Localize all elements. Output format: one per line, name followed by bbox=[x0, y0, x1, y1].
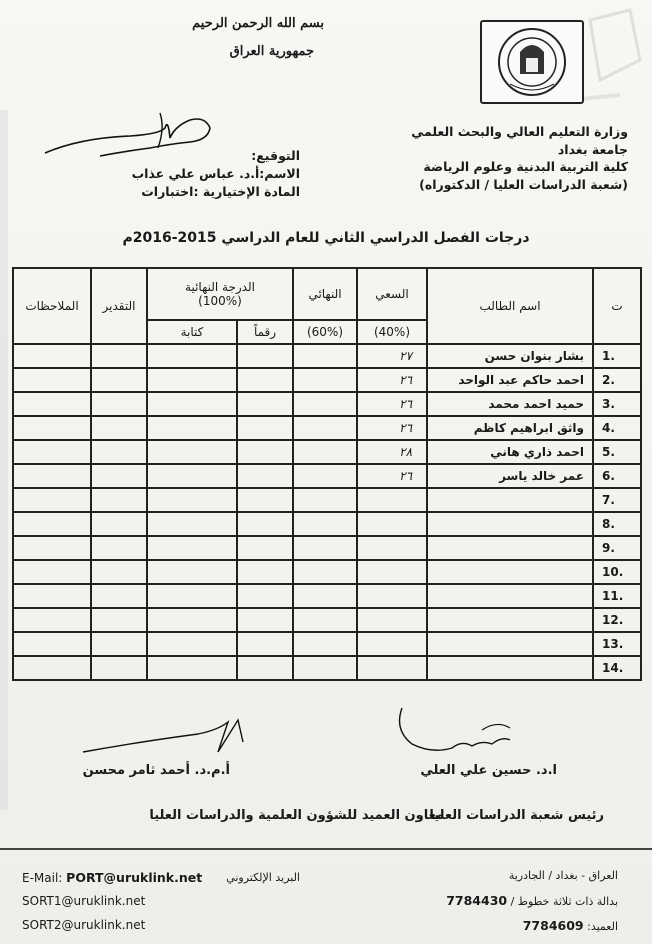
final-cell bbox=[293, 440, 357, 464]
instructor-name: الاسم:أ.د. عباس علي عذاب bbox=[131, 166, 300, 181]
effort-cell bbox=[357, 584, 427, 608]
row-number-cell: 1. bbox=[593, 344, 641, 368]
vice-dean-name: أ.م.د. أحمد ثامر محسن bbox=[82, 763, 230, 778]
grade-cell bbox=[91, 584, 147, 608]
footer-divider bbox=[0, 848, 652, 850]
total-words-cell bbox=[147, 416, 237, 440]
col-total-pct: (100%) bbox=[198, 294, 242, 308]
col-effort: السعي bbox=[357, 268, 427, 320]
total-words-cell bbox=[147, 536, 237, 560]
head-of-department-signature bbox=[392, 700, 522, 760]
col-name: اسم الطالب bbox=[427, 268, 593, 344]
col-words: كتابة bbox=[147, 320, 237, 344]
footer-email-row bbox=[22, 870, 202, 885]
row-number-cell: 6. bbox=[593, 464, 641, 488]
email-link-sort1[interactable]: SORT1@uruklink.net bbox=[22, 894, 146, 908]
instructor-info bbox=[132, 147, 300, 201]
notes-cell bbox=[13, 416, 91, 440]
dean-label: العميد: bbox=[587, 920, 618, 933]
table-row bbox=[13, 368, 641, 392]
row-number-cell: 10. bbox=[593, 560, 641, 584]
student-name-cell: احمد ذاري هاني bbox=[427, 440, 593, 464]
total-digits-cell bbox=[237, 416, 293, 440]
student-name-cell bbox=[427, 608, 593, 632]
row-number-cell: 3. bbox=[593, 392, 641, 416]
student-name-cell: بشار بنوان حسن bbox=[427, 344, 593, 368]
table-row bbox=[13, 656, 641, 680]
phone-label: بدالة ذات ثلاثة خطوط / bbox=[510, 895, 618, 908]
email-link-sort2[interactable]: SORT2@uruklink.net bbox=[22, 918, 146, 932]
row-number-cell: 4. bbox=[593, 416, 641, 440]
notes-cell bbox=[13, 512, 91, 536]
student-name-cell bbox=[427, 536, 593, 560]
email-prefix: E-Mail: bbox=[22, 871, 63, 885]
effort-cell bbox=[357, 488, 427, 512]
col-grade: التقدير bbox=[91, 268, 147, 344]
grade-cell bbox=[91, 608, 147, 632]
row-number-cell: 7. bbox=[593, 488, 641, 512]
row-number-cell: 2. bbox=[593, 368, 641, 392]
col-digits: رقماً bbox=[237, 320, 293, 344]
total-digits-cell bbox=[237, 632, 293, 656]
total-words-cell bbox=[147, 656, 237, 680]
row-number-cell: 9. bbox=[593, 536, 641, 560]
total-digits-cell bbox=[237, 488, 293, 512]
document-title: درجات الفصل الدراسي الثاني للعام الدراسي 2015-2016م bbox=[122, 230, 530, 246]
table-row bbox=[13, 464, 641, 488]
grade-cell bbox=[91, 512, 147, 536]
final-cell bbox=[293, 656, 357, 680]
basmala: بسم الله الرحمن الرحيم bbox=[192, 16, 324, 31]
final-cell bbox=[293, 464, 357, 488]
effort-cell bbox=[357, 656, 427, 680]
table-row bbox=[13, 608, 641, 632]
table-row bbox=[13, 512, 641, 536]
effort-cell: ٢٦ bbox=[357, 392, 427, 416]
total-digits-cell bbox=[237, 584, 293, 608]
grade-cell bbox=[91, 464, 147, 488]
notes-cell bbox=[13, 368, 91, 392]
notes-cell bbox=[13, 632, 91, 656]
notes-cell bbox=[13, 608, 91, 632]
final-cell bbox=[293, 488, 357, 512]
total-digits-cell bbox=[237, 392, 293, 416]
effort-cell: ٢٧ bbox=[357, 344, 427, 368]
col-num: ت bbox=[593, 268, 641, 344]
grade-cell bbox=[91, 632, 147, 656]
effort-cell bbox=[357, 536, 427, 560]
total-digits-cell bbox=[237, 368, 293, 392]
student-name-cell: عمر خالد ياسر bbox=[427, 464, 593, 488]
final-cell bbox=[293, 632, 357, 656]
grades-table bbox=[12, 267, 642, 681]
notes-cell bbox=[13, 344, 91, 368]
notes-cell bbox=[13, 464, 91, 488]
student-name-cell bbox=[427, 560, 593, 584]
table-row bbox=[13, 536, 641, 560]
total-digits-cell bbox=[237, 464, 293, 488]
grade-cell bbox=[91, 440, 147, 464]
total-words-cell bbox=[147, 464, 237, 488]
notes-cell bbox=[13, 440, 91, 464]
student-name-cell bbox=[427, 512, 593, 536]
total-digits-cell bbox=[237, 440, 293, 464]
final-cell bbox=[293, 368, 357, 392]
total-words-cell bbox=[147, 344, 237, 368]
department-head-name: ا.د. حسين علي العلي bbox=[420, 763, 557, 778]
grade-cell bbox=[91, 392, 147, 416]
notes-cell bbox=[13, 584, 91, 608]
table-row bbox=[13, 392, 641, 416]
notes-cell bbox=[13, 656, 91, 680]
row-number-cell: 11. bbox=[593, 584, 641, 608]
total-words-cell bbox=[147, 440, 237, 464]
vice-dean-signature bbox=[78, 712, 248, 762]
email-label-ar: البريد الإلكتروني bbox=[226, 871, 300, 884]
total-digits-cell bbox=[237, 536, 293, 560]
col-notes: الملاحظات bbox=[13, 268, 91, 344]
subject-name: المادة الإختيارية :اختبارات bbox=[141, 184, 300, 199]
grade-cell bbox=[91, 368, 147, 392]
final-cell bbox=[293, 512, 357, 536]
country-name: جمهورية العراق bbox=[229, 44, 314, 59]
student-name-cell: واثق ابراهيم كاظم bbox=[427, 416, 593, 440]
ministry-line: وزارة التعليم العالي والبحث العلمي bbox=[411, 124, 628, 139]
col-effort-pct: (40%) bbox=[357, 320, 427, 344]
final-cell bbox=[293, 392, 357, 416]
notes-cell bbox=[13, 560, 91, 584]
grade-cell bbox=[91, 344, 147, 368]
final-cell bbox=[293, 584, 357, 608]
effort-cell bbox=[357, 560, 427, 584]
total-digits-cell bbox=[237, 512, 293, 536]
total-words-cell bbox=[147, 632, 237, 656]
vice-dean-role: معاون العميد للشؤون العلمية والدراسات العليا bbox=[149, 808, 444, 823]
row-number-cell: 12. bbox=[593, 608, 641, 632]
final-cell bbox=[293, 416, 357, 440]
effort-cell: ٢٨ bbox=[357, 440, 427, 464]
effort-cell bbox=[357, 512, 427, 536]
dean-phone: 7784609 bbox=[522, 918, 584, 933]
total-digits-cell bbox=[237, 656, 293, 680]
row-number-cell: 13. bbox=[593, 632, 641, 656]
effort-cell bbox=[357, 632, 427, 656]
total-words-cell bbox=[147, 512, 237, 536]
student-name-cell: حميد احمد محمد bbox=[427, 392, 593, 416]
student-name-cell: احمد حاكم عبد الواحد bbox=[427, 368, 593, 392]
total-digits-cell bbox=[237, 608, 293, 632]
table-row bbox=[13, 416, 641, 440]
student-name-cell bbox=[427, 584, 593, 608]
effort-cell: ٢٦ bbox=[357, 464, 427, 488]
effort-cell: ٢٦ bbox=[357, 368, 427, 392]
total-words-cell bbox=[147, 488, 237, 512]
row-number-cell: 14. bbox=[593, 656, 641, 680]
department-head-role: رئيس شعبة الدراسات العليا bbox=[429, 808, 604, 823]
total-words-cell bbox=[147, 368, 237, 392]
effort-cell bbox=[357, 608, 427, 632]
organization-block bbox=[411, 123, 628, 193]
college-line: كلية التربية البدنية وعلوم الرياضة bbox=[423, 159, 628, 174]
final-cell bbox=[293, 344, 357, 368]
final-cell bbox=[293, 608, 357, 632]
notes-cell bbox=[13, 488, 91, 512]
student-name-cell bbox=[427, 656, 593, 680]
col-final-pct: (60%) bbox=[293, 320, 357, 344]
signature-label: التوقيع: bbox=[251, 148, 300, 163]
final-cell bbox=[293, 560, 357, 584]
footer-address: العراق - بغداد / الجادرية bbox=[508, 869, 618, 882]
effort-cell: ٢٦ bbox=[357, 416, 427, 440]
total-words-cell bbox=[147, 392, 237, 416]
table-row bbox=[13, 584, 641, 608]
grade-cell bbox=[91, 656, 147, 680]
table-row bbox=[13, 632, 641, 656]
col-total bbox=[147, 268, 293, 320]
university-line: جامعة بغداد bbox=[557, 141, 628, 157]
table-header-row bbox=[13, 268, 641, 320]
row-number-cell: 8. bbox=[593, 512, 641, 536]
total-words-cell bbox=[147, 608, 237, 632]
final-cell bbox=[293, 536, 357, 560]
total-words-cell bbox=[147, 584, 237, 608]
total-words-cell bbox=[147, 560, 237, 584]
grade-cell bbox=[91, 536, 147, 560]
table-row bbox=[13, 488, 641, 512]
table-row bbox=[13, 560, 641, 584]
table-row bbox=[13, 344, 641, 368]
notes-cell bbox=[13, 536, 91, 560]
col-final: النهائي bbox=[293, 268, 357, 320]
table-row bbox=[13, 440, 641, 464]
notes-cell bbox=[13, 392, 91, 416]
scan-edge-shadow bbox=[0, 110, 8, 810]
footer-phone-row bbox=[446, 893, 618, 908]
grade-cell bbox=[91, 488, 147, 512]
total-digits-cell bbox=[237, 344, 293, 368]
phone-number: 7784430 bbox=[446, 893, 508, 908]
department-line: (شعبة الدراسات العليا / الدكتوراه) bbox=[419, 176, 628, 192]
student-name-cell bbox=[427, 488, 593, 512]
grade-cell bbox=[91, 560, 147, 584]
university-logo bbox=[480, 20, 584, 104]
footer-dean-row bbox=[523, 918, 618, 933]
row-number-cell: 5. bbox=[593, 440, 641, 464]
col-total-label: الدرجة النهائية bbox=[185, 280, 255, 294]
student-name-cell bbox=[427, 632, 593, 656]
total-digits-cell bbox=[237, 560, 293, 584]
grade-cell bbox=[91, 416, 147, 440]
email-link-port[interactable]: PORT@uruklink.net bbox=[66, 870, 203, 885]
